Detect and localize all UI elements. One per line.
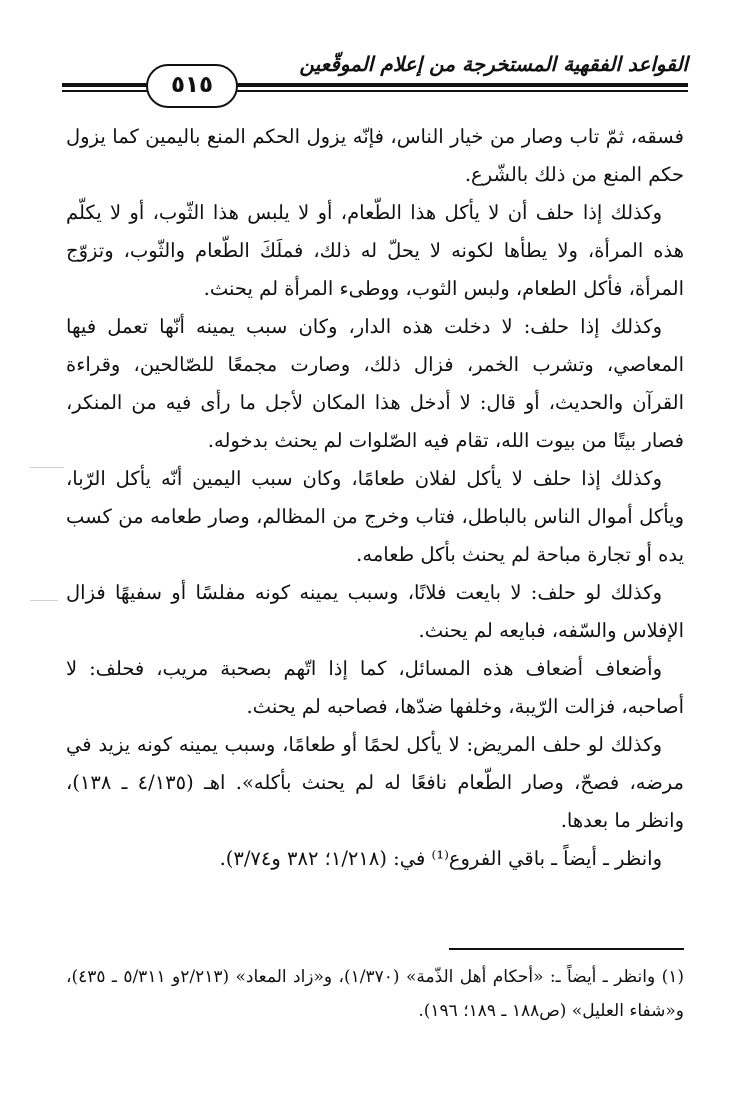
main-text — [66, 118, 684, 878]
footnote-separator — [449, 948, 684, 950]
paragraph: وكذلك إذا حلف أن لا يأكل هذا الطّعام، أو لا يلبس هذا الثّوب، أو لا يكلّم هذه المرأة، ولا يطأها لكونه لا يحلّ له ذلك، فملَكَ الطّعام والثّوب، وتزوّج المرأة، فأكل الطعام، ولبس الثوب، ووطىء المرأة لم يحنث. — [66, 201, 684, 300]
paragraph: وأضعاف أضعاف هذه المسائل، كما إذا اتّهم بصحبة مريب، فحلف: لا أصاحبه، فزالت الرّيبة، وخلفها ضدّها، فصاحبه لم يحنث. — [66, 657, 684, 718]
paragraph: وكذلك لو حلف المريض: لا يأكل لحمًا أو طعامًا، وسبب يمينه كونه يزيد في مرضه، فصحّ، وصار الطّعام نافعًا له لم يحنث بأكله». اهـ (٤/١٣٥ ـ ١٣٨)، وانظر ما بعدها. — [66, 733, 684, 832]
paragraph: وكذلك لو حلف: لا بايعت فلانًا، وسبب يمينه كونه مفلسًا أو سفيهًا فزال الإفلاس والسّفه، فبايعه لم يحنث. — [66, 581, 684, 642]
footnote: (١) وانظر ـ أيضاً ـ: «أحكام أهل الذّمة» (١/٣٧٠)، و«زاد المعاد» (٢/٢١٣و ٥/٣١١ ـ ٤٣٥)، و«شفاء العليل» (ص١٨٨ ـ ١٨٩؛ ١٩٦). — [66, 967, 684, 1021]
page-number: ٥١٥ — [146, 64, 238, 108]
scan-mark — [30, 467, 64, 468]
paragraph: وانظر ـ أيضاً ـ باقي الفروع⁽¹⁾ في: (١/٢١٨؛ ٣٨٢ و٣/٧٤). — [219, 847, 662, 870]
paragraph: وكذلك إذا حلف: لا دخلت هذه الدار، وكان سبب يمينه أنّها تعمل فيها المعاصي، وتشرب الخمر، فزال ذلك، وصارت مجمعًا للصّالحين، وقراءة القرآن والحديث، أو قال: لا أدخل هذا المكان لأجل ما رأى فيه من المنكر، فصار بيتًا من بيوت الله، تقام فيه الصّلوات لم يحنث بدخوله. — [66, 315, 684, 452]
running-title: القواعد الفقهية المستخرجة من إعلام الموقّعين — [299, 52, 688, 76]
paragraph: وكذلك إذا حلف لا يأكل لفلان طعامًا، وكان سبب اليمين أنّه يأكل الرّبا، ويأكل أموال الناس بالباطل، فتاب وخرج من المظالم، وصار طعامه من كسب يده أو تجارة مباحة لم يحنث بأكل طعامه. — [66, 467, 685, 566]
footnotes — [66, 960, 684, 1028]
paragraph: فسقه، ثمّ تاب وصار من خيار الناس، فإنّه يزول الحكم المنع باليمين كما يزول حكم المنع من ذلك بالشّرع. — [66, 125, 684, 186]
page-header — [62, 52, 688, 112]
scan-mark — [30, 600, 58, 601]
